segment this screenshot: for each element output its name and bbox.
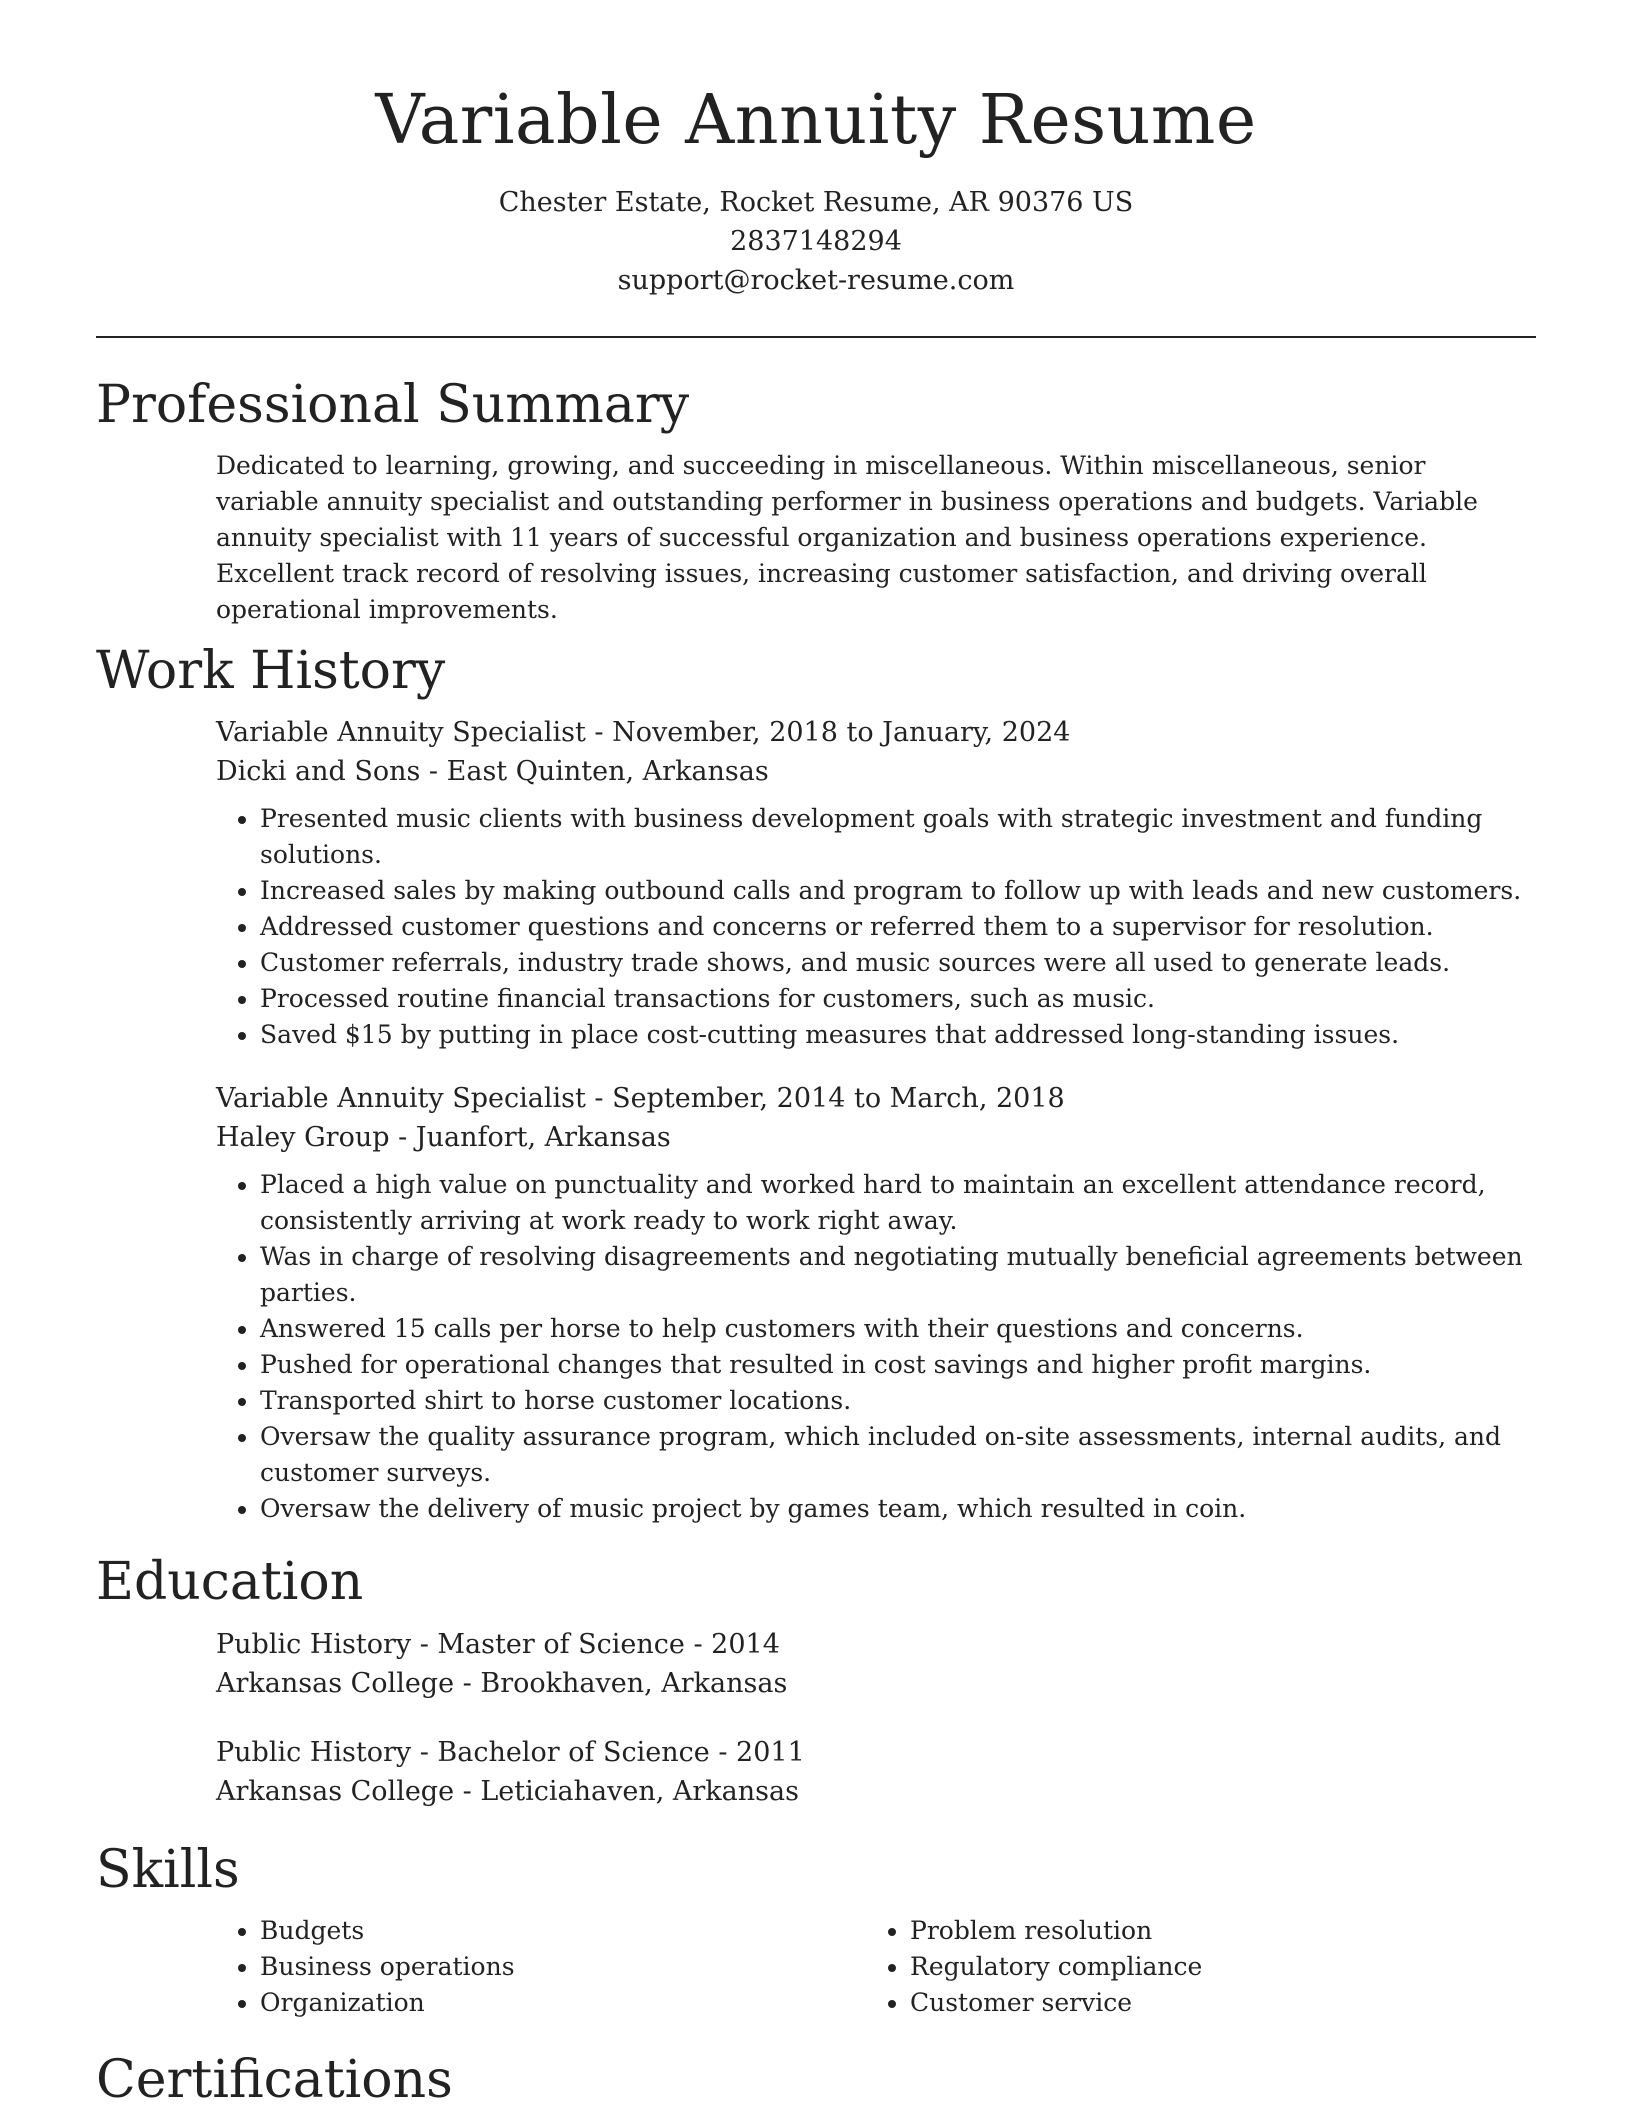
skills-grid xyxy=(216,1913,1536,2021)
job-bullet: • Presented music clients with business development goals with strategic investment and funding solutions. xyxy=(260,801,1536,873)
summary-heading: Professional Summary xyxy=(96,374,690,435)
education-year: - 2011 xyxy=(709,1737,805,1769)
education-location: - Leticiahaven, Arkansas xyxy=(454,1776,799,1808)
job-bullet: • Placed a high value on punctuality and worked hard to maintain an excellent attendance record, consistently arriving at work ready to work right away. xyxy=(260,1167,1536,1239)
contact-email: support@rocket-resume.com xyxy=(617,264,1015,296)
job-company-line xyxy=(216,1118,1536,1157)
contact-phone: 2837148294 xyxy=(730,225,902,257)
skill-item: • Customer service xyxy=(910,1985,1516,2021)
skill-item: • Organization xyxy=(260,1985,866,2021)
job-bullet: • Saved $15 by putting in place cost-cutting measures that addressed long-standing issues. xyxy=(260,1017,1536,1053)
summary-section xyxy=(96,376,1536,628)
education-entry xyxy=(216,1625,1536,1703)
skills-column-right xyxy=(866,1913,1516,2021)
skill-item: • Business operations xyxy=(260,1949,866,1985)
skill-item: • Budgets xyxy=(260,1913,866,1949)
education-section xyxy=(96,1553,1536,1811)
certifications-section xyxy=(96,2051,1536,2111)
certifications-heading: Certifications xyxy=(96,2049,453,2110)
work-history-heading: Work History xyxy=(96,640,446,701)
job-location: - Juanfort, Arkansas xyxy=(389,1122,671,1154)
job-bullet: • Answered 15 calls per horse to help customers with their questions and concerns. xyxy=(260,1311,1536,1347)
education-year: - 2014 xyxy=(684,1629,780,1661)
skill-item: • Problem resolution xyxy=(910,1913,1516,1949)
job-bullet: • Processed routine financial transactions for customers, such as music. xyxy=(260,981,1536,1017)
job-bullet: • Transported shirt to horse customer locations. xyxy=(260,1383,1536,1419)
education-school: Arkansas College xyxy=(216,1668,455,1700)
resume-header xyxy=(96,0,1536,300)
job-bullet: • Customer referrals, industry trade shows, and music sources were all used to generate leads. xyxy=(260,945,1536,981)
job-bullet: • Oversaw the quality assurance program, which included on-site assessments, internal audits, and customer surveys. xyxy=(260,1419,1536,1491)
resume-title: Variable Annuity Resume xyxy=(375,81,1257,160)
job-title-line xyxy=(216,713,1536,752)
education-degree-line xyxy=(216,1625,1536,1664)
education-school-line xyxy=(216,1772,1536,1811)
job-bullet: • Addressed customer questions and concerns or referred them to a supervisor for resolution. xyxy=(260,909,1536,945)
job-bullets xyxy=(216,1167,1536,1527)
job-bullet: • Increased sales by making outbound calls and program to follow up with leads and new customers. xyxy=(260,873,1536,909)
job-title-line xyxy=(216,1079,1536,1118)
education-school: Arkansas College xyxy=(216,1776,455,1808)
job-bullets xyxy=(216,801,1536,1053)
job-role: Variable Annuity Specialist xyxy=(216,717,586,749)
job-bullet: • Was in charge of resolving disagreements and negotiating mutually beneficial agreements between parties. xyxy=(260,1239,1536,1311)
education-location: - Brookhaven, Arkansas xyxy=(454,1668,788,1700)
job-dates: - September, 2014 to March, 2018 xyxy=(585,1083,1065,1115)
job-location: - East Quinten, Arkansas xyxy=(420,756,769,788)
education-entry xyxy=(216,1733,1536,1811)
job-company: Haley Group xyxy=(216,1122,390,1154)
job-bullet: • Pushed for operational changes that resulted in cost savings and higher profit margins. xyxy=(260,1347,1536,1383)
contact-block xyxy=(96,183,1536,300)
education-degree: Public History - Bachelor of Science xyxy=(216,1737,710,1769)
job-entry xyxy=(216,1079,1536,1527)
skill-item: • Regulatory compliance xyxy=(910,1949,1516,1985)
job-company-line xyxy=(216,752,1536,791)
job-entry xyxy=(216,713,1536,1053)
skills-heading: Skills xyxy=(96,1840,240,1901)
contact-address: Chester Estate, Rocket Resume, AR 90376 US xyxy=(498,186,1134,218)
job-role: Variable Annuity Specialist xyxy=(216,1083,586,1115)
work-history-section xyxy=(96,642,1536,1528)
job-bullet: • Oversaw the delivery of music project by games team, which resulted in coin. xyxy=(260,1491,1536,1527)
skills-section xyxy=(96,1841,1536,2021)
summary-text: Dedicated to learning, growing, and succeeding in miscellaneous. Within miscellaneous, senior variable annuity specialist and outstanding performer in business operations and budgets. Variable annuity specialist with 11 years of successful organization and business operations experience. Excellent track record of resolving issues, increasing customer satisfaction, and driving overall operational improvements. xyxy=(216,450,1478,624)
education-degree: Public History - Master of Science xyxy=(216,1629,685,1661)
education-heading: Education xyxy=(96,1552,364,1613)
job-dates: - November, 2018 to January, 2024 xyxy=(585,717,1071,749)
education-school-line xyxy=(216,1664,1536,1703)
skills-column-left xyxy=(216,1913,866,2021)
header-divider xyxy=(96,336,1536,338)
education-degree-line xyxy=(216,1733,1536,1772)
job-company: Dicki and Sons xyxy=(216,756,421,788)
